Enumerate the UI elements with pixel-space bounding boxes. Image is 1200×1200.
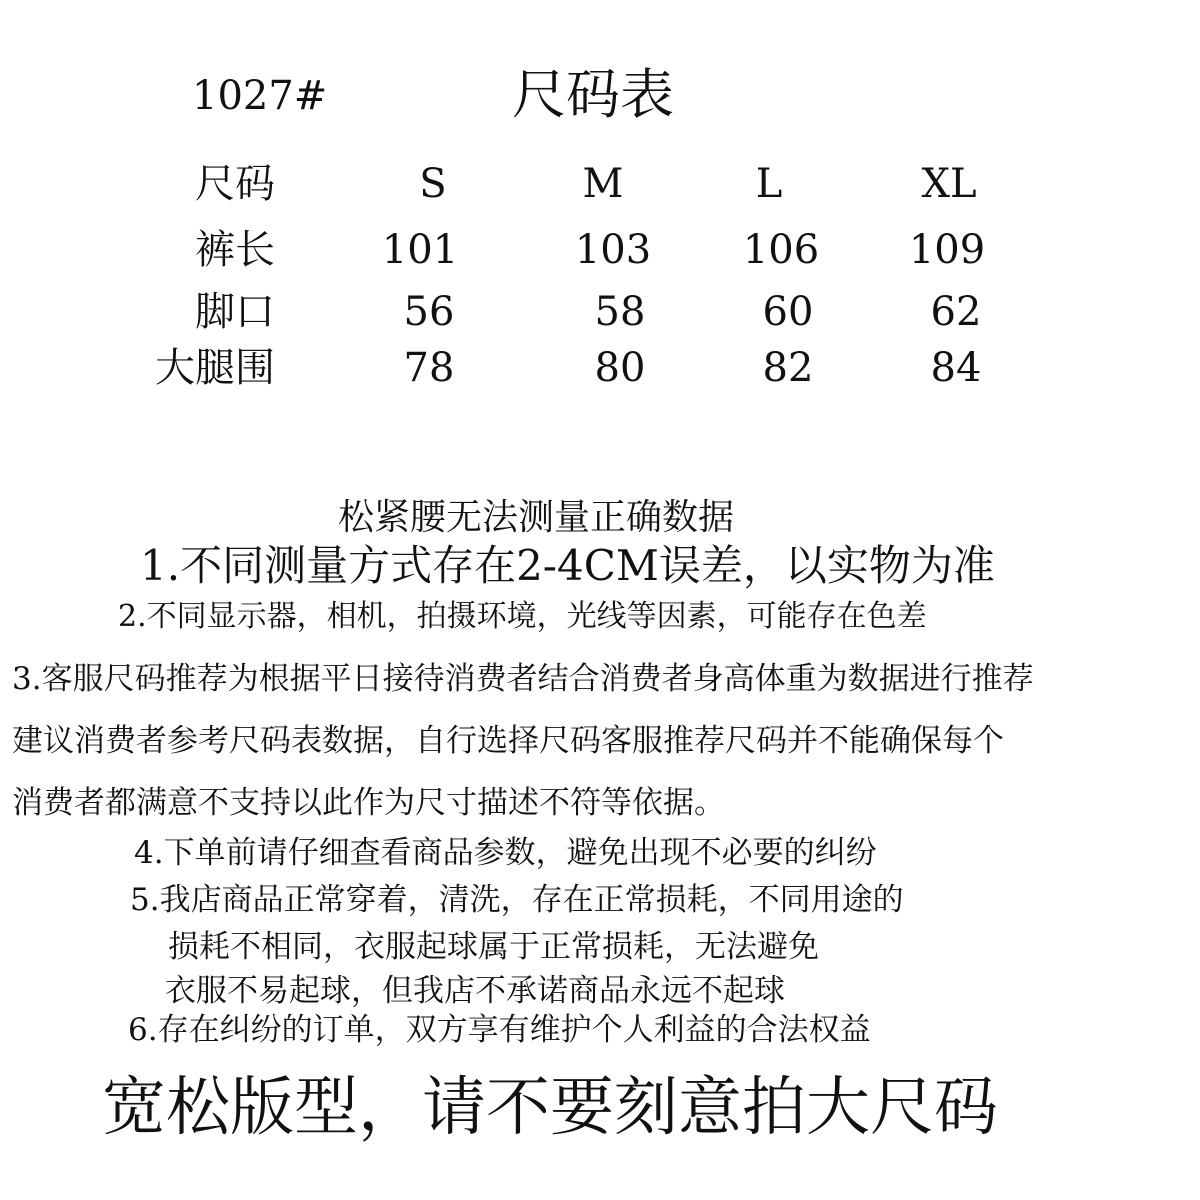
measurement-note: 1.不同测量方式存在2-4CM误差，以实物为准 <box>140 541 995 590</box>
length-s-value: 101 <box>381 227 459 273</box>
size-header-m: M <box>582 161 624 207</box>
size-header-s: S <box>419 161 447 207</box>
hem-xl-value: 62 <box>930 289 982 335</box>
hem-m-value: 58 <box>594 289 646 335</box>
row-label-length: 裤长 <box>195 227 275 273</box>
row-label-hem: 脚口 <box>195 289 275 335</box>
color-difference-note: 2.不同显示器，相机，拍摄环境，光线等因素，可能存在色差 <box>118 599 927 634</box>
length-xl-value: 109 <box>908 227 986 273</box>
thigh-s-value: 78 <box>403 345 455 391</box>
hem-l-value: 60 <box>762 289 814 335</box>
thigh-l-value: 82 <box>762 345 814 391</box>
row-label-thigh: 大腿围 <box>155 345 275 391</box>
wear-note-line-1: 5.我店商品正常穿着，清洗，存在正常损耗，不同用途的 <box>130 882 904 918</box>
satisfaction-note: 消费者都满意不支持以此作为尺寸描述不符等依据。 <box>12 785 725 821</box>
product-code: 1027# <box>192 73 328 119</box>
size-recommendation-note: 3.客服尺码推荐为根据平日接待消费者结合消费者身高体重为数据进行推荐 <box>12 661 1034 697</box>
length-l-value: 106 <box>742 227 820 273</box>
loose-fit-warning: 宽松版型，请不要刻意拍大尺码 <box>102 1071 998 1145</box>
length-m-value: 103 <box>574 227 652 273</box>
check-parameters-note: 4.下单前请仔细查看商品参数，避免出现不必要的纠纷 <box>134 835 877 871</box>
wear-note-line-3: 衣服不易起球，但我店不承诺商品永远不起球 <box>165 973 785 1009</box>
size-header-label: 尺码 <box>195 161 275 207</box>
thigh-xl-value: 84 <box>930 345 982 391</box>
size-header-l: L <box>755 161 783 207</box>
thigh-m-value: 80 <box>594 345 646 391</box>
page-title: 尺码表 <box>512 63 674 126</box>
hem-s-value: 56 <box>403 289 455 335</box>
size-header-xl: XL <box>921 161 977 207</box>
elastic-waist-note: 松紧腰无法测量正确数据 <box>338 497 735 538</box>
reference-chart-note: 建议消费者参考尺码表数据，自行选择尺码客服推荐尺码并不能确保每个 <box>12 723 1004 759</box>
size-chart-table <box>0 0 1200 420</box>
dispute-note: 6.存在纠纷的订单，双方享有维护个人利益的合法权益 <box>128 1012 871 1048</box>
wear-note-line-2: 损耗不相同，衣服起球属于正常损耗，无法避免 <box>168 929 819 965</box>
